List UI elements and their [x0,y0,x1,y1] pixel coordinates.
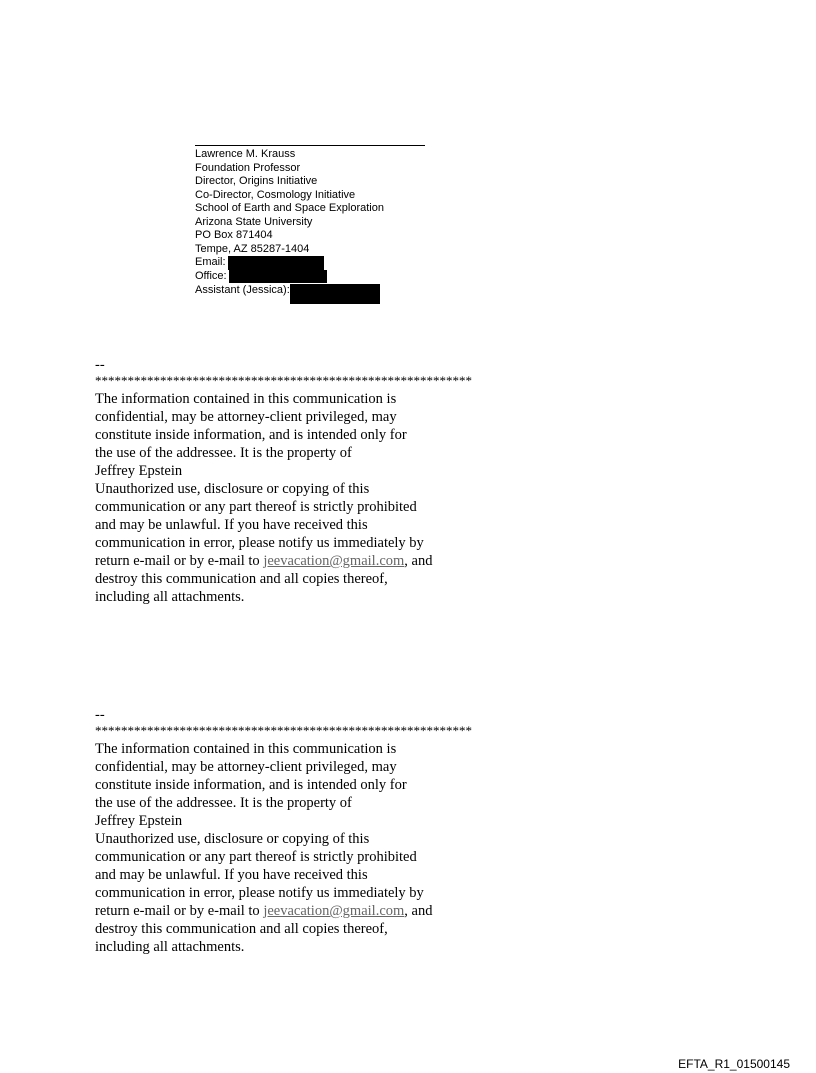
redaction-box [290,284,380,304]
signature-name: Lawrence M. Krauss [195,148,296,160]
office-label: Office: [195,270,227,282]
link-suffix: , and [404,903,433,919]
disclaimer-line: Jeffrey Epstein [95,813,183,829]
signature-po-box: PO Box 871404 [195,229,273,241]
disclaimer-line: Jeffrey Epstein [95,463,183,479]
disclaimer-line: communication in error, please notify us immediately by [95,885,424,901]
disclaimer-line: including all attachments. [95,939,245,955]
disclaimer-line: the use of the addressee. It is the property of [95,445,352,461]
link-prefix: return e-mail or by e-mail to [95,553,264,569]
disclaimer-link-line [95,902,575,920]
redaction-box [229,270,327,283]
email-link[interactable]: jeevacation@gmail.com [263,903,405,919]
disclaimer-line: The information contained in this communication is [95,391,397,407]
signature-role-origins: Director, Origins Initiative [195,175,318,187]
separator-stars: ********************************************************** [95,373,472,388]
email-label: Email: [195,256,226,268]
disclaimer-line: and may be unlawful. If you have received this [95,517,368,533]
signature-block [195,145,425,304]
disclaimer-line: communication or any part thereof is strictly prohibited [95,849,417,865]
disclaimer-line: The information contained in this communication is [95,741,397,757]
email-link[interactable]: jeevacation@gmail.com [263,553,405,569]
disclaimer-line: communication in error, please notify us immediately by [95,535,424,551]
disclaimer-line: destroy this communication and all copies thereof, [95,921,388,937]
disclaimer-line: destroy this communication and all copies thereof, [95,571,388,587]
signature-city: Tempe, AZ 85287-1404 [195,242,310,255]
disclaimer-line: and may be unlawful. If you have received this [95,867,368,883]
redaction-box [228,256,324,270]
disclaimer-line: the use of the addressee. It is the property of [95,795,352,811]
separator-stars: ********************************************************** [95,723,472,738]
disclaimer-line: Unauthorized use, disclosure or copying of this [95,831,370,847]
disclaimer-line: communication or any part thereof is strictly prohibited [95,499,417,515]
disclaimer-line: confidential, may be attorney-client privileged, may [95,409,397,425]
separator-dashes: -- [95,357,105,373]
disclaimer-line: including all attachments. [95,589,245,605]
signature-school: School of Earth and Space Exploration [195,202,384,214]
disclaimer-link-line [95,552,575,570]
signature-role-cosmology: Co-Director, Cosmology Initiative [195,188,356,201]
confidentiality-disclaimer [95,356,575,606]
disclaimer-line: constitute inside information, and is intended only for [95,777,407,793]
signature-title: Foundation Professor [195,161,301,174]
link-prefix: return e-mail or by e-mail to [95,903,264,919]
disclaimer-line: confidential, may be attorney-client privileged, may [95,759,397,775]
signature-university: Arizona State University [195,215,313,228]
link-suffix: , and [404,553,433,569]
document-id: EFTA_R1_01500145 [678,1057,790,1071]
confidentiality-disclaimer [95,706,575,956]
disclaimer-line: constitute inside information, and is intended only for [95,427,407,443]
assistant-label: Assistant (Jessica): [195,283,290,296]
signature-email-line [195,256,425,270]
disclaimer-line: Unauthorized use, disclosure or copying of this [95,481,370,497]
separator-dashes: -- [95,707,105,723]
signature-office-line [195,270,425,284]
signature-assistant-line [195,284,425,304]
